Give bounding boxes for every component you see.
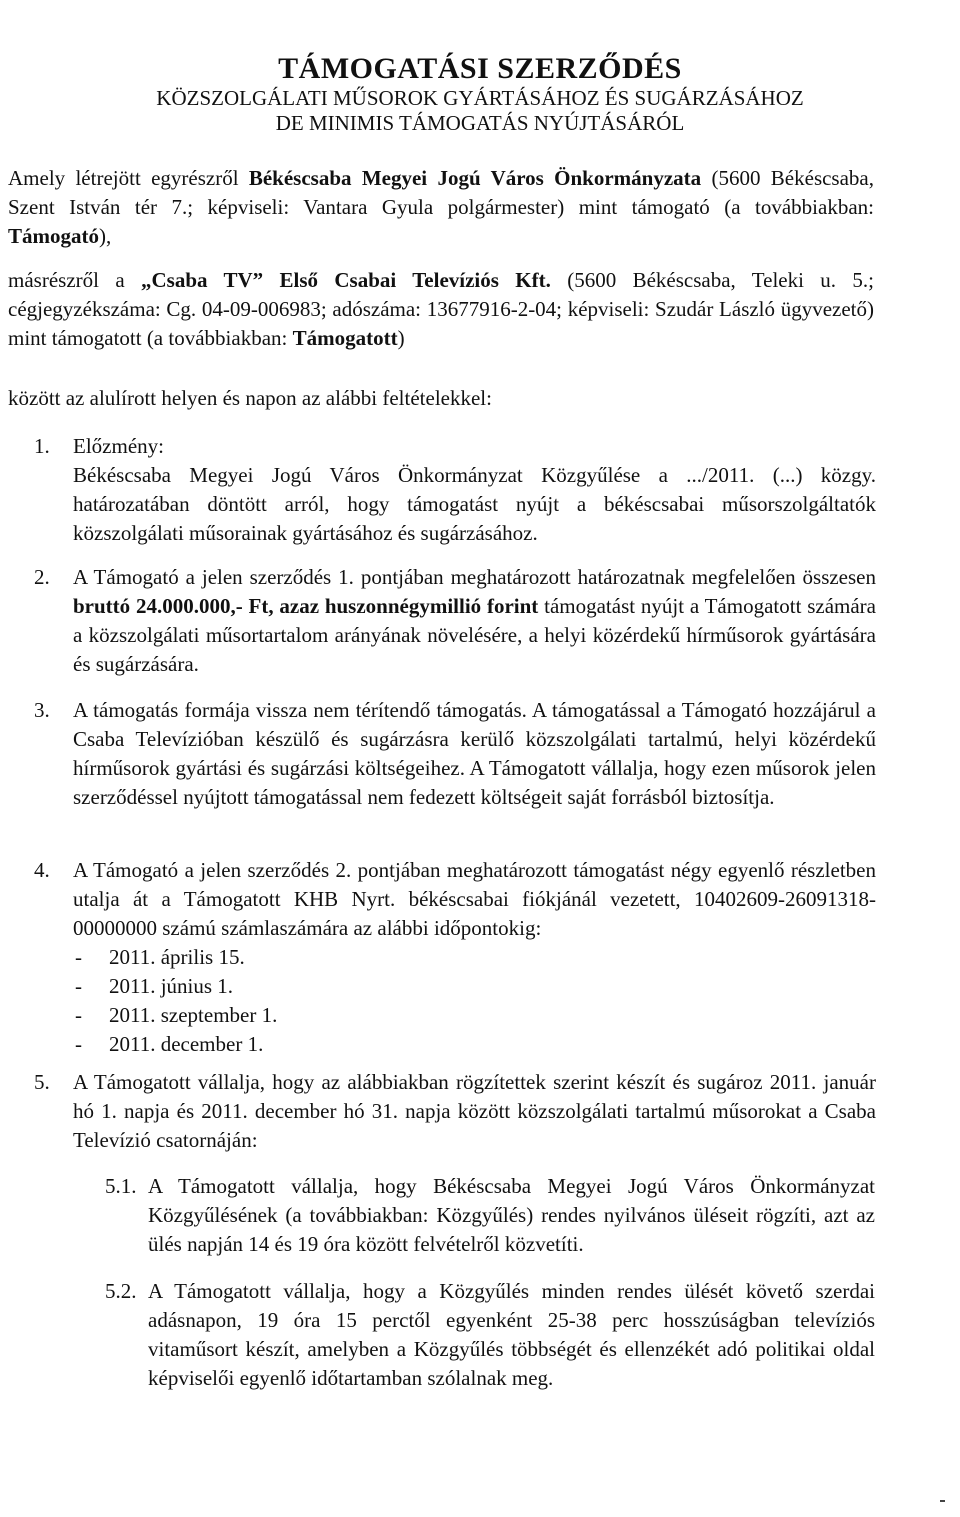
section-3: [34, 696, 876, 812]
payment-dates-list: [73, 943, 876, 1059]
list-dash: -: [75, 1003, 82, 1027]
section-5-2: [105, 1277, 875, 1393]
party2-prefix: másrészről a: [8, 268, 141, 292]
section-text-cont: támogatást nyújt a Támogatott számára a közszolgálati műsortartalom arányának növelésére, a helyi közérdekű hírműsorok gyártására és sugárzására.: [73, 594, 876, 676]
payment-date: 2011. szeptember 1.: [109, 1003, 278, 1027]
list-item: [73, 943, 876, 972]
section-text: A Támogatott vállalja, hogy Békéscsaba Megyei Jogú Város Önkormányzat Közgyűlésének (a továbbiakban: Közgyűlés) rendes nyilvános üléseit rögzíti, azt az ülés napján 14 és 19 óra között felvételről közvetíti.: [148, 1174, 875, 1256]
party1-prefix: Amely létrejött egyrészről: [8, 166, 249, 190]
list-item: [73, 1030, 876, 1059]
section-text: A Támogatott vállalja, hogy az alábbiakban rögzítettek szerint készít és sugároz 2011. január hó 1. napja és 2011. december hó 31. napja között közszolgálati tartalmú műsorokat a Csaba Televízió csatornáján:: [73, 1070, 876, 1152]
party2-name: „Csaba TV” Első Csabai Televíziós Kft.: [141, 268, 551, 292]
section-number: 5.: [34, 1070, 50, 1094]
payment-date: 2011. április 15.: [109, 945, 245, 969]
party2-details: (5600 Békéscsaba, Teleki u. 5.; cégjegyzékszáma: Cg. 04-09-006983; adószáma: 13677916-2-04; képviseli: Szudár László ügyvezető) mint támogatott (a továbbiakban:: [8, 268, 874, 350]
section-text: Békéscsaba Megyei Jogú Város Önkormányzat Közgyűlése a .../2011. (...) közgy. határozatában döntött arról, hogy támogatást nyújt a békéscsabai műsorszolgáltatók közszolgálati műsorainak gyártásához és sugárzásához.: [73, 463, 876, 545]
intro-text: között az alulírott helyen és napon az alábbi feltételekkel:: [8, 386, 492, 410]
support-amount: bruttó 24.000.000,- Ft, azaz huszonnégymillió forint: [73, 594, 539, 618]
subtitle-line-1: KÖZSZOLGÁLATI MŰSOROK GYÁRTÁSÁHOZ ÉS SUGÁRZÁSÁHOZ: [156, 86, 804, 110]
section-number: 2.: [34, 565, 50, 589]
party1-role: Támogató: [8, 224, 99, 248]
section-5-1: [105, 1172, 875, 1259]
section-5: [34, 1068, 876, 1155]
section-heading: Előzmény:: [73, 434, 164, 458]
scan-mark: [940, 1500, 945, 1502]
party1-suffix: ),: [99, 224, 112, 248]
payment-date: 2011. december 1.: [109, 1032, 264, 1056]
section-4: [34, 856, 876, 1059]
subtitle-line-2: DE MINIMIS TÁMOGATÁS NYÚJTÁSÁRÓL: [275, 111, 685, 135]
section-number: 3.: [34, 698, 50, 722]
list-dash: -: [75, 1032, 82, 1056]
party2-suffix: ): [397, 326, 405, 350]
payment-date: 2011. június 1.: [109, 974, 234, 998]
party1-details: (5600 Békéscsaba, Szent István tér 7.; képviseli: Vantara Gyula polgármester) mint támogató (a továbbiakban:: [8, 166, 874, 219]
section-number: 1.: [34, 434, 50, 458]
section-text: A Támogató a jelen szerződés 2. pontjában meghatározott támogatást négy egyenlő részletben utalja át a Támogatott KHB Nyrt. békéscsabai fiókjánál vezetett, 10402609-26091318-00000000 számú számlaszámára az alábbi időpontokig:: [73, 858, 876, 940]
title-block: [0, 52, 960, 136]
section-1: [34, 432, 876, 548]
section-text: A Támogatott vállalja, hogy a Közgyűlés minden rendes ülését követő szerdai adásnapon, 19 óra 15 perctől egyenként 25-38 perc hosszúságban televíziós vitaműsort készít, amelyben a Közgyűlés többségét és ellenzékét adó politikai oldal képviselői egyenlő időtartamban szólalnak meg.: [148, 1279, 875, 1390]
list-item: [73, 1001, 876, 1030]
section-text: A támogatás formája vissza nem térítendő támogatás. A támogatással a Támogató hozzájárul a Csaba Televízióban készülő és sugárzásra kerülő közszolgálati tartalmú, helyi közérdekű hírműsorok gyártási és sugárzási költségeihez. A Támogatott vállalja, hogy ezen műsorok jelen szerződéssel nyújtott támogatással nem fedezett költségeit saját forrásból biztosítja.: [73, 698, 876, 809]
party-supporter: [8, 164, 874, 251]
party1-name: Békéscsaba Megyei Jogú Város Önkormányzata: [248, 166, 702, 190]
section-2: [34, 563, 876, 679]
section-text: A Támogató a jelen szerződés 1. pontjában meghatározott határozatnak megfelelően összesen: [73, 565, 876, 589]
list-dash: -: [75, 974, 82, 998]
party2-role: Támogatott: [292, 326, 398, 350]
section-number: 5.2.: [105, 1279, 137, 1303]
list-item: [73, 972, 876, 1001]
section-number: 4.: [34, 858, 50, 882]
list-dash: -: [75, 945, 82, 969]
document-title: TÁMOGATÁSI SZERZŐDÉS: [278, 52, 682, 85]
section-number: 5.1.: [105, 1174, 137, 1198]
party-supported: [8, 266, 874, 353]
